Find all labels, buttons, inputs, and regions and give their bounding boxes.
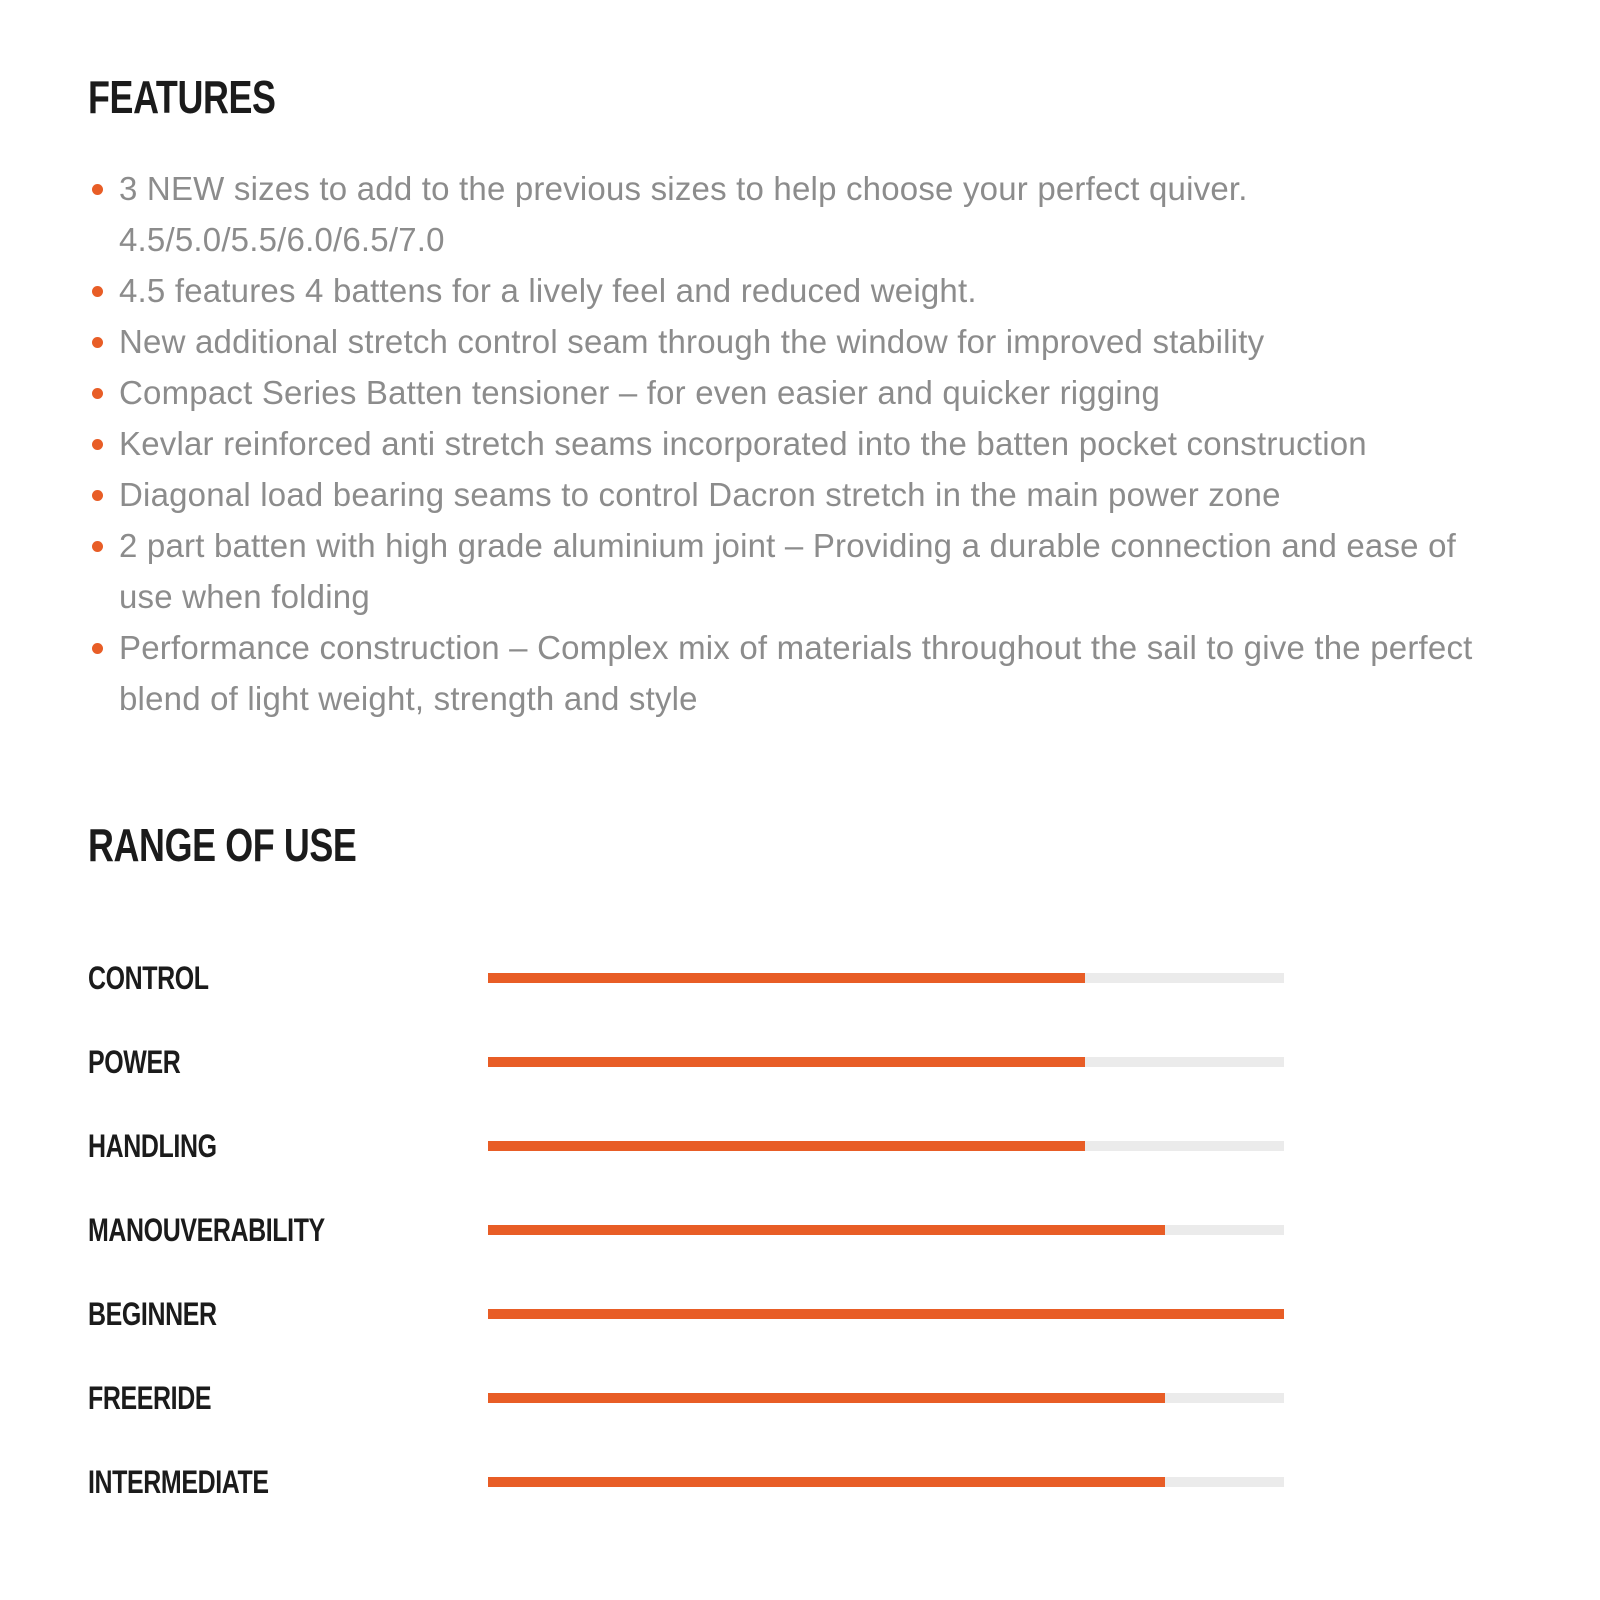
range-row (88, 936, 1510, 1020)
range-bar-track (488, 1141, 1284, 1151)
feature-item-text: Diagonal load bearing seams to control Dacron stretch in the main power zone (119, 475, 1281, 513)
range-row (88, 1020, 1510, 1104)
feature-item-text: New additional stretch control seam through the window for improved stability (119, 322, 1265, 360)
range-of-use-heading-text: RANGE OF USE (88, 818, 357, 871)
range-bar-track (488, 973, 1284, 983)
bullet-icon (92, 388, 103, 399)
range-bar-track (488, 1225, 1284, 1235)
feature-item (88, 163, 1510, 265)
range-bar-fill (488, 1393, 1165, 1403)
feature-item (88, 316, 1510, 367)
range-row-label (88, 1296, 488, 1333)
range-bar-fill (488, 973, 1085, 983)
range-row-label (88, 1044, 488, 1081)
range-row-label (88, 1128, 488, 1165)
range-row (88, 1440, 1510, 1524)
range-bar-fill (488, 1309, 1284, 1319)
feature-item-text: 2 part batten with high grade aluminium joint – Providing a durable connection and ease of use when folding (119, 526, 1457, 615)
range-row-label (88, 1380, 488, 1417)
range-row-label (88, 960, 488, 997)
range-row-label-text: HANDLING (88, 1127, 217, 1164)
range-row-label-text: INTERMEDIATE (88, 1463, 269, 1500)
bullet-icon (92, 337, 103, 348)
feature-item (88, 520, 1510, 622)
features-heading (88, 72, 1510, 123)
range-bar-track (488, 1477, 1284, 1487)
feature-item (88, 418, 1510, 469)
bullet-icon (92, 490, 103, 501)
range-of-use-heading (88, 820, 1510, 871)
range-row (88, 1272, 1510, 1356)
feature-item-text: 4.5 features 4 battens for a lively feel and reduced weight. (119, 271, 977, 309)
range-row-label (88, 1464, 488, 1501)
range-bar-track (488, 1309, 1284, 1319)
bullet-icon (92, 286, 103, 297)
range-bar-fill (488, 1141, 1085, 1151)
range-row-label (88, 1212, 488, 1249)
bullet-icon (92, 439, 103, 450)
features-list (88, 163, 1510, 724)
range-row (88, 1104, 1510, 1188)
feature-item (88, 622, 1510, 724)
range-row (88, 1188, 1510, 1272)
feature-item-text: Kevlar reinforced anti stretch seams incorporated into the batten pocket construction (119, 424, 1367, 462)
range-row-label-text: MANOUVERABILITY (88, 1211, 325, 1248)
range-bar-fill (488, 1477, 1165, 1487)
range-bar-track (488, 1057, 1284, 1067)
feature-item (88, 265, 1510, 316)
range-row-label-text: CONTROL (88, 959, 209, 996)
range-bar-fill (488, 1225, 1165, 1235)
range-row-label-text: FREERIDE (88, 1379, 212, 1416)
feature-item (88, 367, 1510, 418)
feature-item (88, 469, 1510, 520)
range-bar-track (488, 1393, 1284, 1403)
features-heading-text: FEATURES (88, 71, 276, 123)
range-bar-fill (488, 1057, 1085, 1067)
range-of-use-chart (88, 936, 1510, 1524)
bullet-icon (92, 184, 103, 195)
bullet-icon (92, 541, 103, 552)
feature-item-text: 3 NEW sizes to add to the previous sizes to help choose your perfect quiver. 4.5/5.0/5.5/6.0/6.5/7.0 (119, 169, 1248, 258)
range-row-label-text: BEGINNER (88, 1295, 217, 1332)
feature-item-text: Performance construction – Complex mix of materials throughout the sail to give the perfect blend of light weight, strength and style (119, 628, 1473, 717)
range-row-label-text: POWER (88, 1043, 181, 1080)
feature-item-text: Compact Series Batten tensioner – for even easier and quicker rigging (119, 373, 1161, 411)
bullet-icon (92, 643, 103, 654)
range-row (88, 1356, 1510, 1440)
